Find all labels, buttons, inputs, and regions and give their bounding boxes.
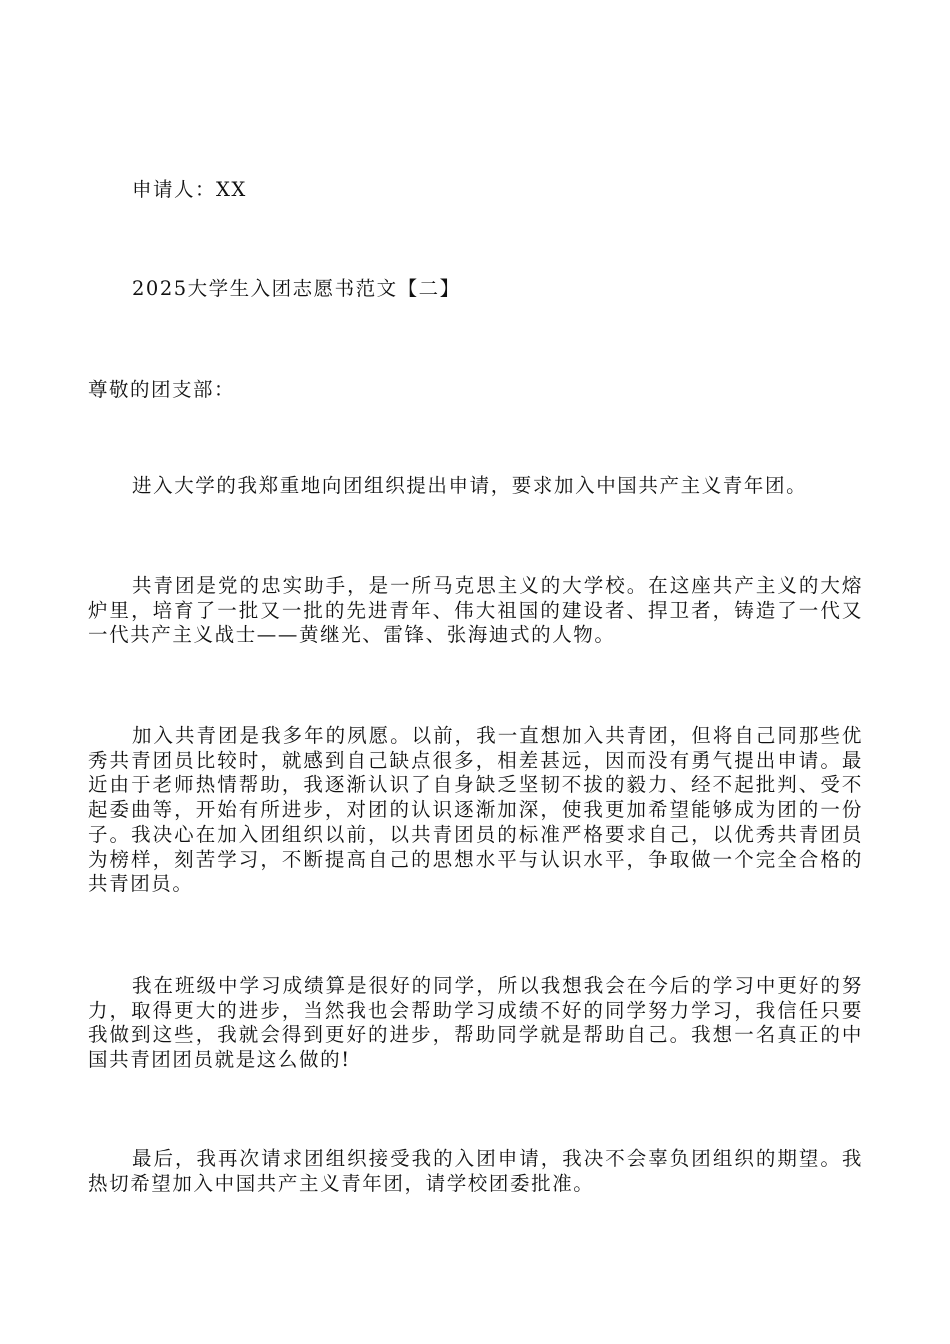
section-title: 2025大学生入团志愿书范文【二】	[132, 277, 461, 300]
paragraph: 进入大学的我郑重地向团组织提出申请，要求加入中国共产主义青年团。	[132, 474, 808, 497]
applicant-signature: 申请人：XX	[132, 178, 247, 201]
paragraph: 共青团是党的忠实助手，是一所马克思主义的大学校。在这座共产主义的大熔炉里，培育了一批又一批的先进青年、伟大祖国的建设者、捍卫者，铸造了一代又一代共产主义战士——黄继光、雷锋、张海迪式的人物。	[88, 574, 863, 647]
salutation: 尊敬的团支部：	[88, 378, 236, 401]
paragraph: 加入共青团是我多年的夙愿。以前，我一直想加入共青团，但将自己同那些优秀共青团员比较时，就感到自己缺点很多，相差甚远，因而没有勇气提出申请。最近由于老师热情帮助，我逐渐认识了自身缺乏坚韧不拔的毅力、经不起批判、受不起委曲等，开始有所进步，对团的认识逐渐加深，使我更加希望能够成为团的一份子。我决心在加入团组织以前，以共青团员的标准严格要求自己，以优秀共青团员为榜样，刻苦学习，不断提高自己的思想水平与认识水平，争取做一个完全合格的共青团员。	[88, 724, 863, 896]
paragraph: 我在班级中学习成绩算是很好的同学，所以我想我会在今后的学习中更好的努力，取得更大的进步，当然我也会帮助学习成绩不好的同学努力学习，我信任只要我做到这些，我就会得到更好的进步，帮助同学就是帮助自己。我想一名真正的中国共青团团员就是这么做的!	[88, 974, 863, 1072]
paragraph: 最后，我再次请求团组织接受我的入团申请，我决不会辜负团组织的期望。我热切希望加入中国共产主义青年团，请学校团委批准。	[88, 1147, 863, 1195]
